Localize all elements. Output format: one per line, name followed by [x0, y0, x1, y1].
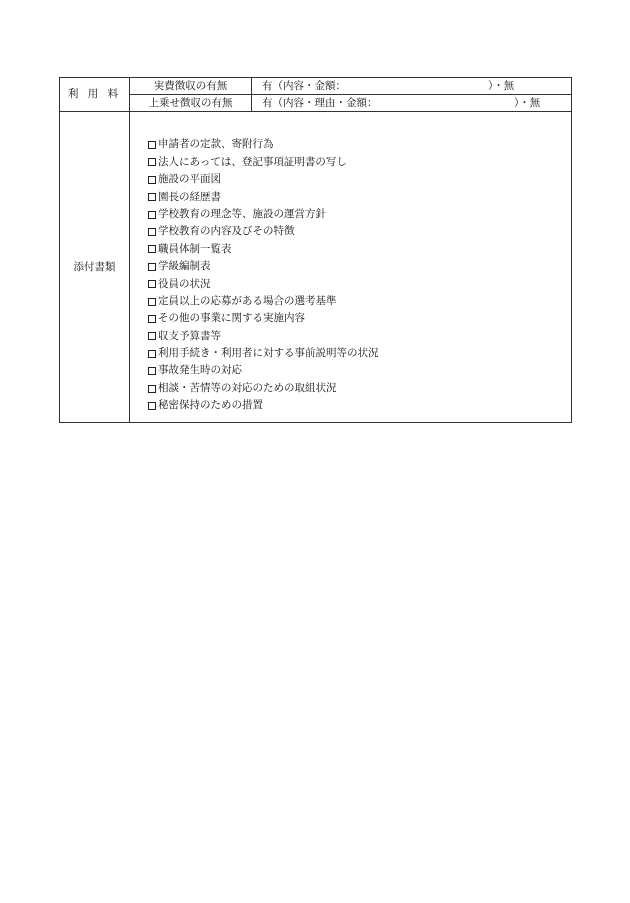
- attachment-item: [148, 189, 571, 206]
- attachment-item-label: 学校教育の理念等、施設の運営方針: [158, 207, 326, 220]
- actual-cost-label: 実費徴収の有無: [130, 78, 252, 95]
- checkbox-icon[interactable]: [148, 158, 156, 166]
- attachment-item: [148, 362, 571, 379]
- checkbox-icon[interactable]: [148, 315, 156, 323]
- checkbox-icon[interactable]: [148, 263, 156, 271]
- attachment-item-label: その他の事業に関する実施内容: [158, 312, 305, 325]
- checkbox-icon[interactable]: [148, 402, 156, 410]
- attachment-item: [148, 380, 571, 397]
- actual-cost-value-suffix: ）・無: [488, 80, 515, 92]
- checkbox-icon[interactable]: [148, 280, 156, 288]
- attachment-item-label: 施設の平面図: [158, 173, 221, 186]
- attachment-item: [148, 293, 571, 310]
- attachment-item: [148, 171, 571, 188]
- attachment-item: [148, 397, 571, 414]
- checkbox-icon[interactable]: [148, 228, 156, 236]
- attachment-item: [148, 258, 571, 275]
- attachment-item-label: 収支予算書等: [158, 329, 221, 342]
- attachment-item: [148, 241, 571, 258]
- attachment-item: [148, 223, 571, 240]
- checkbox-icon[interactable]: [148, 332, 156, 340]
- checkbox-icon[interactable]: [148, 350, 156, 358]
- attachments-list-cell: [130, 112, 572, 423]
- checkbox-icon[interactable]: [148, 176, 156, 184]
- attachment-item-label: 定員以上の応募がある場合の選考基準: [158, 294, 337, 307]
- actual-cost-value-prefix: 有（内容・金額：: [262, 80, 346, 92]
- attachment-item-label: 役員の状況: [158, 277, 211, 290]
- checkbox-icon[interactable]: [148, 211, 156, 219]
- attachment-item: [148, 345, 571, 362]
- attachments-row: [60, 112, 572, 423]
- extra-charge-label: 上乗せ徴収の有無: [130, 95, 252, 112]
- extra-charge-value-suffix: ）・無: [514, 97, 541, 109]
- attachment-item-label: 園長の経歴書: [158, 190, 221, 203]
- fee-row-extra-charge: [60, 95, 572, 112]
- fee-row-actual-cost: [60, 78, 572, 95]
- fee-label-cell: [60, 78, 130, 112]
- extra-charge-value-cell: [252, 95, 572, 112]
- checkbox-icon[interactable]: [148, 245, 156, 253]
- checkbox-icon[interactable]: [148, 367, 156, 375]
- attachment-item-label: 秘密保持のための措置: [158, 399, 263, 412]
- application-form-table: [59, 77, 572, 423]
- attachment-item-label: 申請者の定款、寄附行為: [158, 138, 274, 151]
- checkbox-icon[interactable]: [148, 141, 156, 149]
- attachment-item: [148, 206, 571, 223]
- attachment-item-label: 利用手続き・利用者に対する事前説明等の状況: [158, 347, 379, 360]
- attachment-item: [148, 136, 571, 153]
- attachment-item-label: 事故発生時の対応: [158, 364, 242, 377]
- fee-label: 利 用 料: [67, 88, 122, 101]
- checkbox-icon[interactable]: [148, 385, 156, 393]
- attachment-item-label: 相談・苦情等の対応のための取組状況: [158, 381, 337, 394]
- attachment-item: [148, 154, 571, 171]
- checkbox-icon[interactable]: [148, 298, 156, 306]
- attachments-list: [130, 119, 571, 414]
- attachment-item-label: 学校教育の内容及びその特徴: [158, 225, 295, 238]
- attachment-item: [148, 328, 571, 345]
- attachment-item-label: 学級編制表: [158, 260, 211, 273]
- attachment-item: [148, 310, 571, 327]
- checkbox-icon[interactable]: [148, 193, 156, 201]
- extra-charge-value-prefix: 有（内容・理由・金額：: [262, 97, 378, 109]
- attachments-label: 添付書類: [60, 112, 130, 423]
- attachment-item: [148, 276, 571, 293]
- attachment-item-label: 法人にあっては、登記事項証明書の写し: [158, 155, 347, 168]
- actual-cost-value-cell: [252, 78, 572, 95]
- attachment-item-label: 職員体制一覧表: [158, 242, 232, 255]
